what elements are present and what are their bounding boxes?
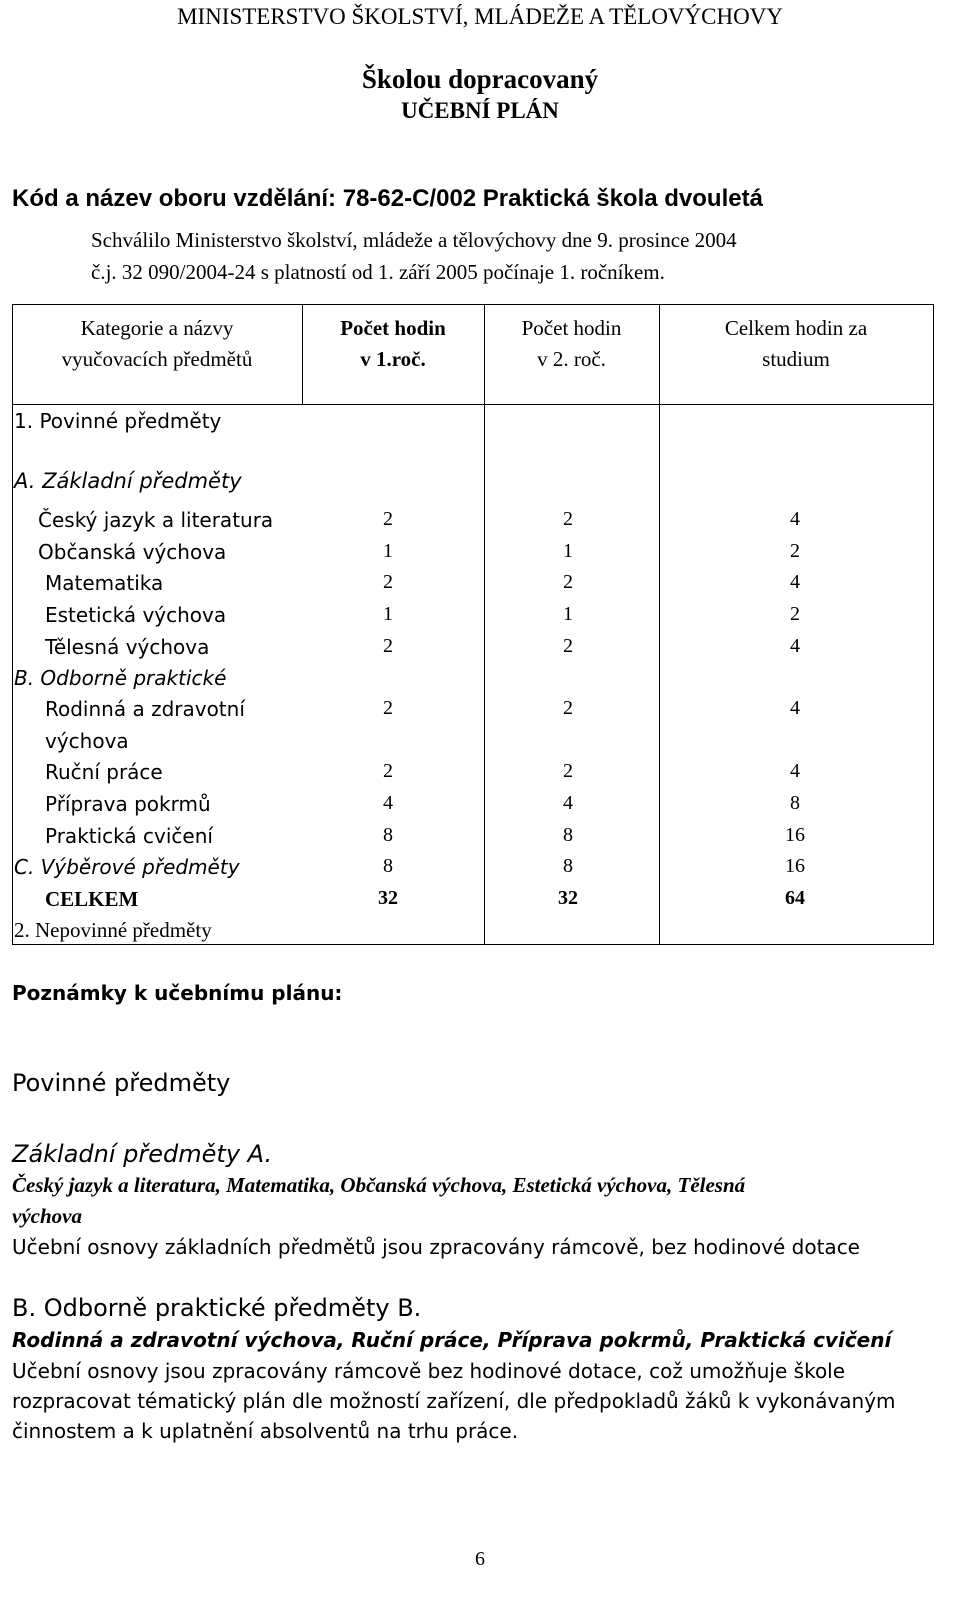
row-total-value: 4 (790, 508, 800, 530)
group-b-label: B. Odborně praktické (14, 666, 227, 690)
header-total (659, 313, 933, 375)
total-total-value: 64 (785, 887, 805, 909)
notes-basic-list-line2: výchova (12, 1204, 82, 1228)
row-subject: Praktická cvičení (45, 824, 213, 848)
row-subject: Matematika (45, 571, 164, 595)
row-year2-value: 2 (563, 697, 573, 719)
ministry-name: MINISTERSTVO ŠKOLSTVÍ, MLÁDEŽE A TĚLOVÝCHOVY (177, 4, 783, 29)
row-year1-value: 1 (383, 603, 393, 625)
header-year2 (484, 313, 659, 375)
notes-basic-heading: Základní předměty A. (12, 1140, 273, 1168)
row-total-value: 16 (785, 824, 805, 846)
row-year1-value: 4 (383, 792, 393, 814)
group-c-year1-value: 8 (383, 855, 393, 877)
notes-practical-text-line3: činnostem a k uplatnění absolventů na trhu práce. (12, 1419, 519, 1443)
row-subject: Estetická výchova (45, 603, 227, 627)
field-of-study: Kód a název oboru vzdělání: 78-62-C/002 Praktická škola dvouletá (12, 185, 763, 212)
row-year2-value: 2 (563, 571, 573, 593)
notes-compulsory-heading: Povinné předměty (12, 1069, 231, 1097)
header-category-line2: vyučovacích předmětů (61, 347, 253, 371)
header-category-line1: Kategorie a názvy (80, 316, 234, 340)
section-compulsory: 1. Povinné předměty (14, 409, 222, 433)
header-year1 (302, 313, 484, 375)
group-a-label: A. Základní předměty (14, 469, 242, 493)
approval-line-2: č.j. 32 090/2004-24 s platností od 1. září 2005 počínaje 1. ročníkem. (91, 260, 665, 284)
row-total-value: 2 (790, 540, 800, 562)
total-year1-value: 32 (378, 887, 398, 909)
notes-basic-text: Učební osnovy základních předmětů jsou zpracovány rámcově, bez hodinové dotace (12, 1235, 860, 1259)
row-year2-value: 2 (563, 760, 573, 782)
notes-practical-text-line1: Učební osnovy jsou zpracovány rámcově bez hodinové dotace, což umožňuje škole (12, 1359, 846, 1383)
header-total-line2: studium (762, 347, 830, 371)
group-c-total-value: 16 (785, 855, 805, 877)
row-subject: Příprava pokrmů (45, 792, 211, 816)
row-year2-value: 2 (563, 508, 573, 530)
header-category (12, 313, 302, 375)
row-year1-value: 2 (383, 508, 393, 530)
row-year1-value: 8 (383, 824, 393, 846)
total-row-label: CELKEM (45, 887, 139, 911)
page-number: 6 (475, 1548, 485, 1570)
row-total-value: 4 (790, 635, 800, 657)
notes-practical-text-line2: rozpracovat tématický plán dle možností zařízení, dle předpokladů žáků k vykonávaným (12, 1389, 896, 1413)
header-year1-line2: v 1.roč. (360, 347, 426, 371)
document-title: Školou dopracovaný (361, 64, 599, 94)
header-year2-line2: v 2. roč. (537, 347, 606, 371)
notes-basic-list-line1: Český jazyk a literatura, Matematika, Občanská výchova, Estetická výchova, Tělesná (12, 1173, 746, 1197)
row-subject: Ruční práce (45, 760, 163, 784)
row-total-value: 4 (790, 760, 800, 782)
notes-heading: Poznámky k učebnímu plánu: (12, 981, 343, 1005)
row-subject: Občanská výchova (38, 540, 227, 564)
row-year1-value: 2 (383, 697, 393, 719)
notes-practical-list: Rodinná a zdravotní výchova, Ruční práce, Příprava pokrmů, Praktická cvičení (12, 1328, 892, 1352)
header-year2-line1: Počet hodin (521, 316, 622, 340)
document-subtitle: UČEBNÍ PLÁN (401, 98, 559, 123)
approval-line-1: Schválilo Ministerstvo školství, mládeže a tělovýchovy dne 9. prosince 2004 (91, 228, 737, 252)
row-year2-value: 8 (563, 824, 573, 846)
row-year2-value: 4 (563, 792, 573, 814)
row-subject: Rodinná a zdravotní (45, 697, 245, 721)
row-year2-value: 2 (563, 635, 573, 657)
group-c-year2-value: 8 (563, 855, 573, 877)
row-total-value: 4 (790, 697, 800, 719)
group-c-label: C. Výběrové předměty (14, 855, 240, 879)
row-year1-value: 1 (383, 540, 393, 562)
notes-practical-heading: B. Odborně praktické předměty B. (12, 1294, 422, 1322)
row-subject-continued: výchova (45, 729, 129, 753)
row-year2-value: 1 (563, 603, 573, 625)
header-total-line1: Celkem hodin za (724, 316, 868, 340)
row-total-value: 2 (790, 603, 800, 625)
row-year1-value: 2 (383, 760, 393, 782)
row-total-value: 8 (790, 792, 800, 814)
total-year2-value: 32 (558, 887, 578, 909)
row-subject: Český jazyk a literatura (38, 508, 274, 532)
header-year1-line1: Počet hodin (340, 316, 446, 340)
section-optional: 2. Nepovinné předměty (14, 918, 212, 942)
row-year1-value: 2 (383, 571, 393, 593)
row-total-value: 4 (790, 571, 800, 593)
row-year1-value: 2 (383, 635, 393, 657)
row-year2-value: 1 (563, 540, 573, 562)
row-subject: Tělesná výchova (45, 635, 210, 659)
